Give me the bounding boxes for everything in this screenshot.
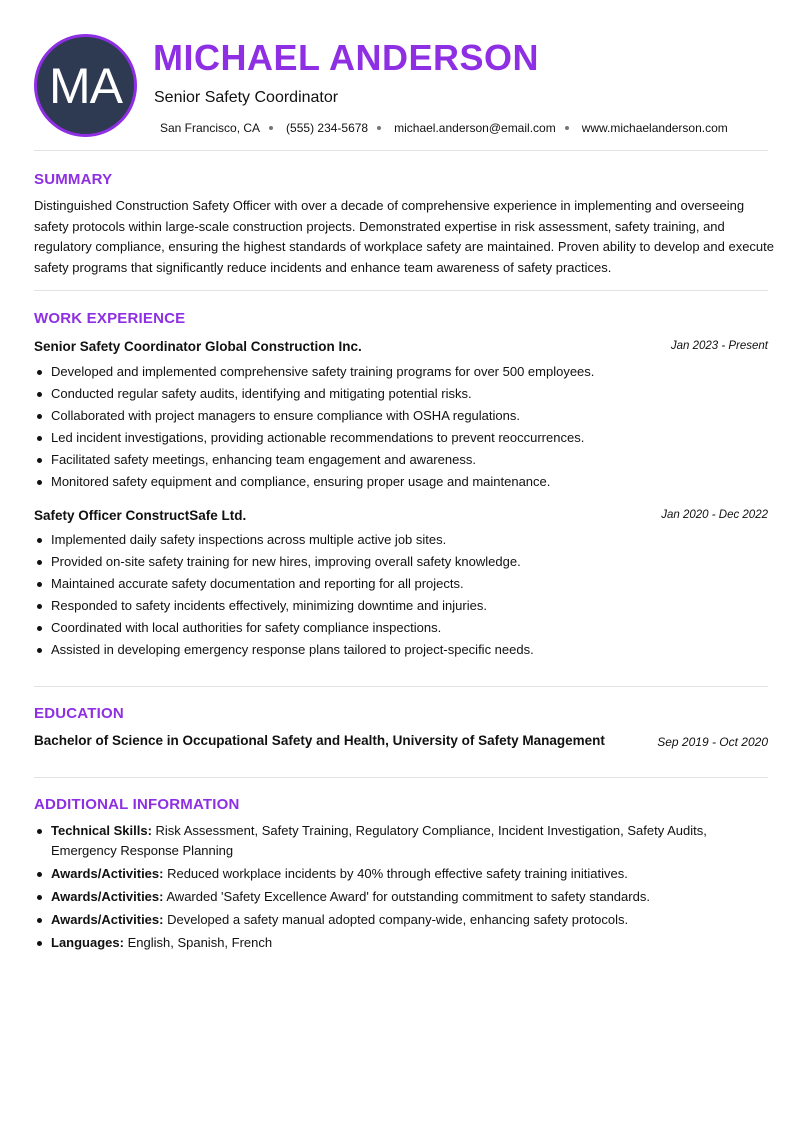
list-item xyxy=(34,821,734,860)
education-date: Sep 2019 - Oct 2020 xyxy=(657,735,768,749)
list-item: Monitored safety equipment and compliance, ensuring proper usage and maintenance. xyxy=(34,471,768,493)
avatar xyxy=(34,34,137,137)
additional-info-list xyxy=(34,821,734,956)
contact-website[interactable]: www.michaelanderson.com xyxy=(581,121,728,135)
item-label: Awards/Activities: xyxy=(51,888,164,904)
job-bullet-list xyxy=(34,361,768,493)
list-item: Responded to safety incidents effectively, minimizing downtime and injuries. xyxy=(34,595,768,617)
item-text: Developed a safety manual adopted company-wide, enhancing safety protocols. xyxy=(163,911,629,927)
separator-dot-icon xyxy=(565,126,569,130)
job-bullet-list xyxy=(34,529,768,661)
list-item xyxy=(34,864,734,884)
list-item: Maintained accurate safety documentation and reporting for all projects. xyxy=(34,573,768,595)
candidate-role: Senior Safety Coordinator xyxy=(154,89,339,106)
item-text: English, Spanish, French xyxy=(123,934,273,950)
separator-dot-icon xyxy=(269,126,273,130)
section-divider xyxy=(34,150,768,151)
summary-text: Distinguished Construction Safety Officer with over a decade of comprehensive experience in implementing and overseeing safety protocols within large-scale construction projects. Demonstrated expertise in risk assessment, safety training, and regulatory compliance, ensuring the highest standards of workplace safety are maintained. Proven ability to develop and execute safety programs that significantly reduce incidents and enhance team awareness of safety practices. xyxy=(34,198,774,275)
list-item xyxy=(34,887,734,907)
item-text: Risk Assessment, Safety Training, Regulatory Compliance, Incident Investigation, Safety Audits, Emergency Response Planning xyxy=(51,823,707,858)
list-item: Collaborated with project managers to ensure compliance with OSHA regulations. xyxy=(34,405,768,427)
job-title: Safety Officer ConstructSafe Ltd. xyxy=(34,508,247,523)
item-label: Technical Skills: xyxy=(51,823,152,838)
list-item: Conducted regular safety audits, identifying and mitigating potential risks. xyxy=(34,383,768,405)
job-date: Jan 2020 - Dec 2022 xyxy=(661,509,768,521)
contact-phone: (555) 234-5678 xyxy=(286,121,369,135)
contact-location: San Francisco, CA xyxy=(160,121,261,135)
list-item: Implemented daily safety inspections across multiple active job sites. xyxy=(34,529,768,551)
contact-email[interactable]: michael.anderson@email.com xyxy=(394,121,556,135)
job-header xyxy=(34,508,768,526)
education-heading: EDUCATION xyxy=(34,705,124,722)
summary-heading: SUMMARY xyxy=(34,171,113,188)
additional-info-heading: ADDITIONAL INFORMATION xyxy=(34,796,240,813)
item-label: Awards/Activities: xyxy=(51,911,164,927)
job-title: Senior Safety Coordinator Global Construction Inc. xyxy=(34,339,362,354)
list-item: Coordinated with local authorities for safety compliance inspections. xyxy=(34,617,768,639)
degree-title: Bachelor of Science in Occupational Safety and Health, University of Safety Management xyxy=(34,733,605,748)
list-item: Led incident investigations, providing actionable recommendations to prevent reoccurrences. xyxy=(34,427,768,449)
avatar-initials: MA xyxy=(49,57,122,114)
list-item: Facilitated safety meetings, enhancing team engagement and awareness. xyxy=(34,449,768,471)
job-date: Jan 2023 - Present xyxy=(670,340,768,352)
item-text: Reduced workplace incidents by 40% through effective safety training initiatives. xyxy=(163,865,628,881)
resume-header xyxy=(34,34,768,138)
section-divider xyxy=(34,290,768,291)
list-item xyxy=(34,933,734,953)
item-label: Languages: xyxy=(51,934,124,950)
candidate-name: MICHAEL ANDERSON xyxy=(153,37,540,78)
section-divider xyxy=(34,777,768,778)
job-header xyxy=(34,339,768,357)
contact-line xyxy=(160,121,728,135)
item-text: Awarded 'Safety Excellence Award' for outstanding commitment to safety standards. xyxy=(163,888,650,904)
list-item: Developed and implemented comprehensive safety training programs for over 500 employees. xyxy=(34,361,768,383)
separator-dot-icon xyxy=(377,126,381,130)
list-item xyxy=(34,910,734,930)
list-item: Provided on-site safety training for new hires, improving overall safety knowledge. xyxy=(34,551,768,573)
item-label: Awards/Activities: xyxy=(51,865,164,881)
education-entry xyxy=(34,733,768,751)
section-divider xyxy=(34,686,768,687)
work-experience-heading: WORK EXPERIENCE xyxy=(34,310,186,327)
list-item: Assisted in developing emergency response plans tailored to project-specific needs. xyxy=(34,639,768,661)
